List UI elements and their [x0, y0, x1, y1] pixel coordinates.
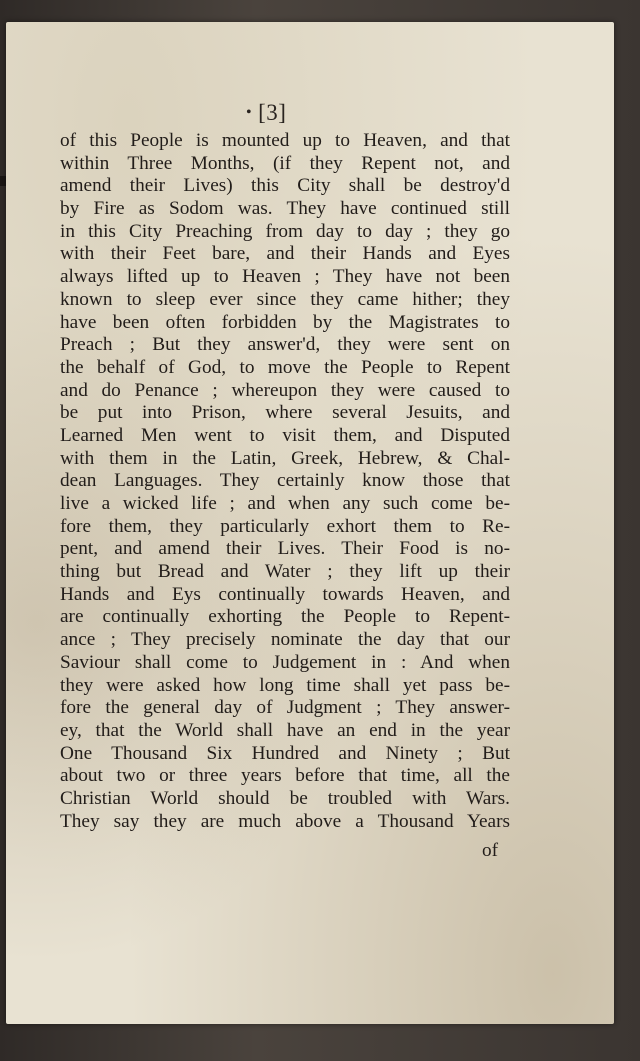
text-line: always lifted up to Heaven ; They have not been: [60, 266, 510, 288]
page-number: [246, 100, 286, 126]
body-text: [60, 130, 510, 833]
text-line: Learned Men went to visit them, and Disputed: [60, 424, 510, 446]
text-line: with them in the Latin, Greek, Hebrew, & Chal-: [60, 447, 510, 469]
text-line: They say they are much above a Thousand Years: [60, 810, 510, 832]
text-line: have been often forbidden by the Magistrates to: [60, 311, 510, 333]
text-line: Christian World should be troubled with Wars.: [60, 787, 510, 809]
text-line: in this City Preaching from day to day ; they go: [60, 220, 510, 242]
text-line: be put into Prison, where several Jesuits, and: [60, 402, 510, 424]
text-line: One Thousand Six Hundred and Ninety ; But: [60, 742, 510, 764]
text-line: live a wicked life ; and when any such come be-: [60, 493, 510, 514]
text-line: with their Feet bare, and their Hands and Eyes: [60, 243, 510, 265]
text-line: about two or three years before that time, all the: [60, 765, 510, 787]
text-line: are continually exhorting the People to Repent-: [60, 606, 510, 628]
text-line: within Three Months, (if they Repent not, and: [60, 152, 510, 174]
text-line: ey, that the World shall have an end in the year: [60, 719, 510, 741]
text-line: fore them, they particularly exhort them to Re-: [60, 515, 510, 537]
text-line: they were asked how long time shall yet pass be-: [60, 674, 510, 696]
text-line: by Fire as Sodom was. They have continued still: [60, 198, 510, 220]
text-line: of this People is mounted up to Heaven, and that: [60, 130, 510, 151]
page-number-text: [3]: [258, 100, 287, 125]
text-line: fore the general day of Judgment ; They answer-: [60, 697, 510, 719]
text-line: and do Penance ; whereupon they were caused to: [60, 379, 510, 401]
text-line: amend their Lives) this City shall be destroy'd: [60, 175, 510, 197]
text-line: thing but Bread and Water ; they lift up their: [60, 561, 510, 583]
text-line: ance ; They precisely nominate the day that our: [60, 629, 510, 651]
text-line: pent, and amend their Lives. Their Food is no-: [60, 538, 510, 560]
text-line: the behalf of God, to move the People to Repent: [60, 356, 510, 378]
text-line: known to sleep ever since they came hither; they: [60, 288, 510, 310]
catchword: of: [482, 840, 499, 861]
text-line: Saviour shall come to Judgement in : And when: [60, 651, 510, 673]
text-line: dean Languages. They certainly know those that: [60, 470, 510, 492]
page-number-dot: •: [246, 104, 253, 121]
text-line: Hands and Eys continually towards Heaven, and: [60, 583, 510, 605]
text-line: Preach ; But they answer'd, they were sent on: [60, 334, 510, 356]
